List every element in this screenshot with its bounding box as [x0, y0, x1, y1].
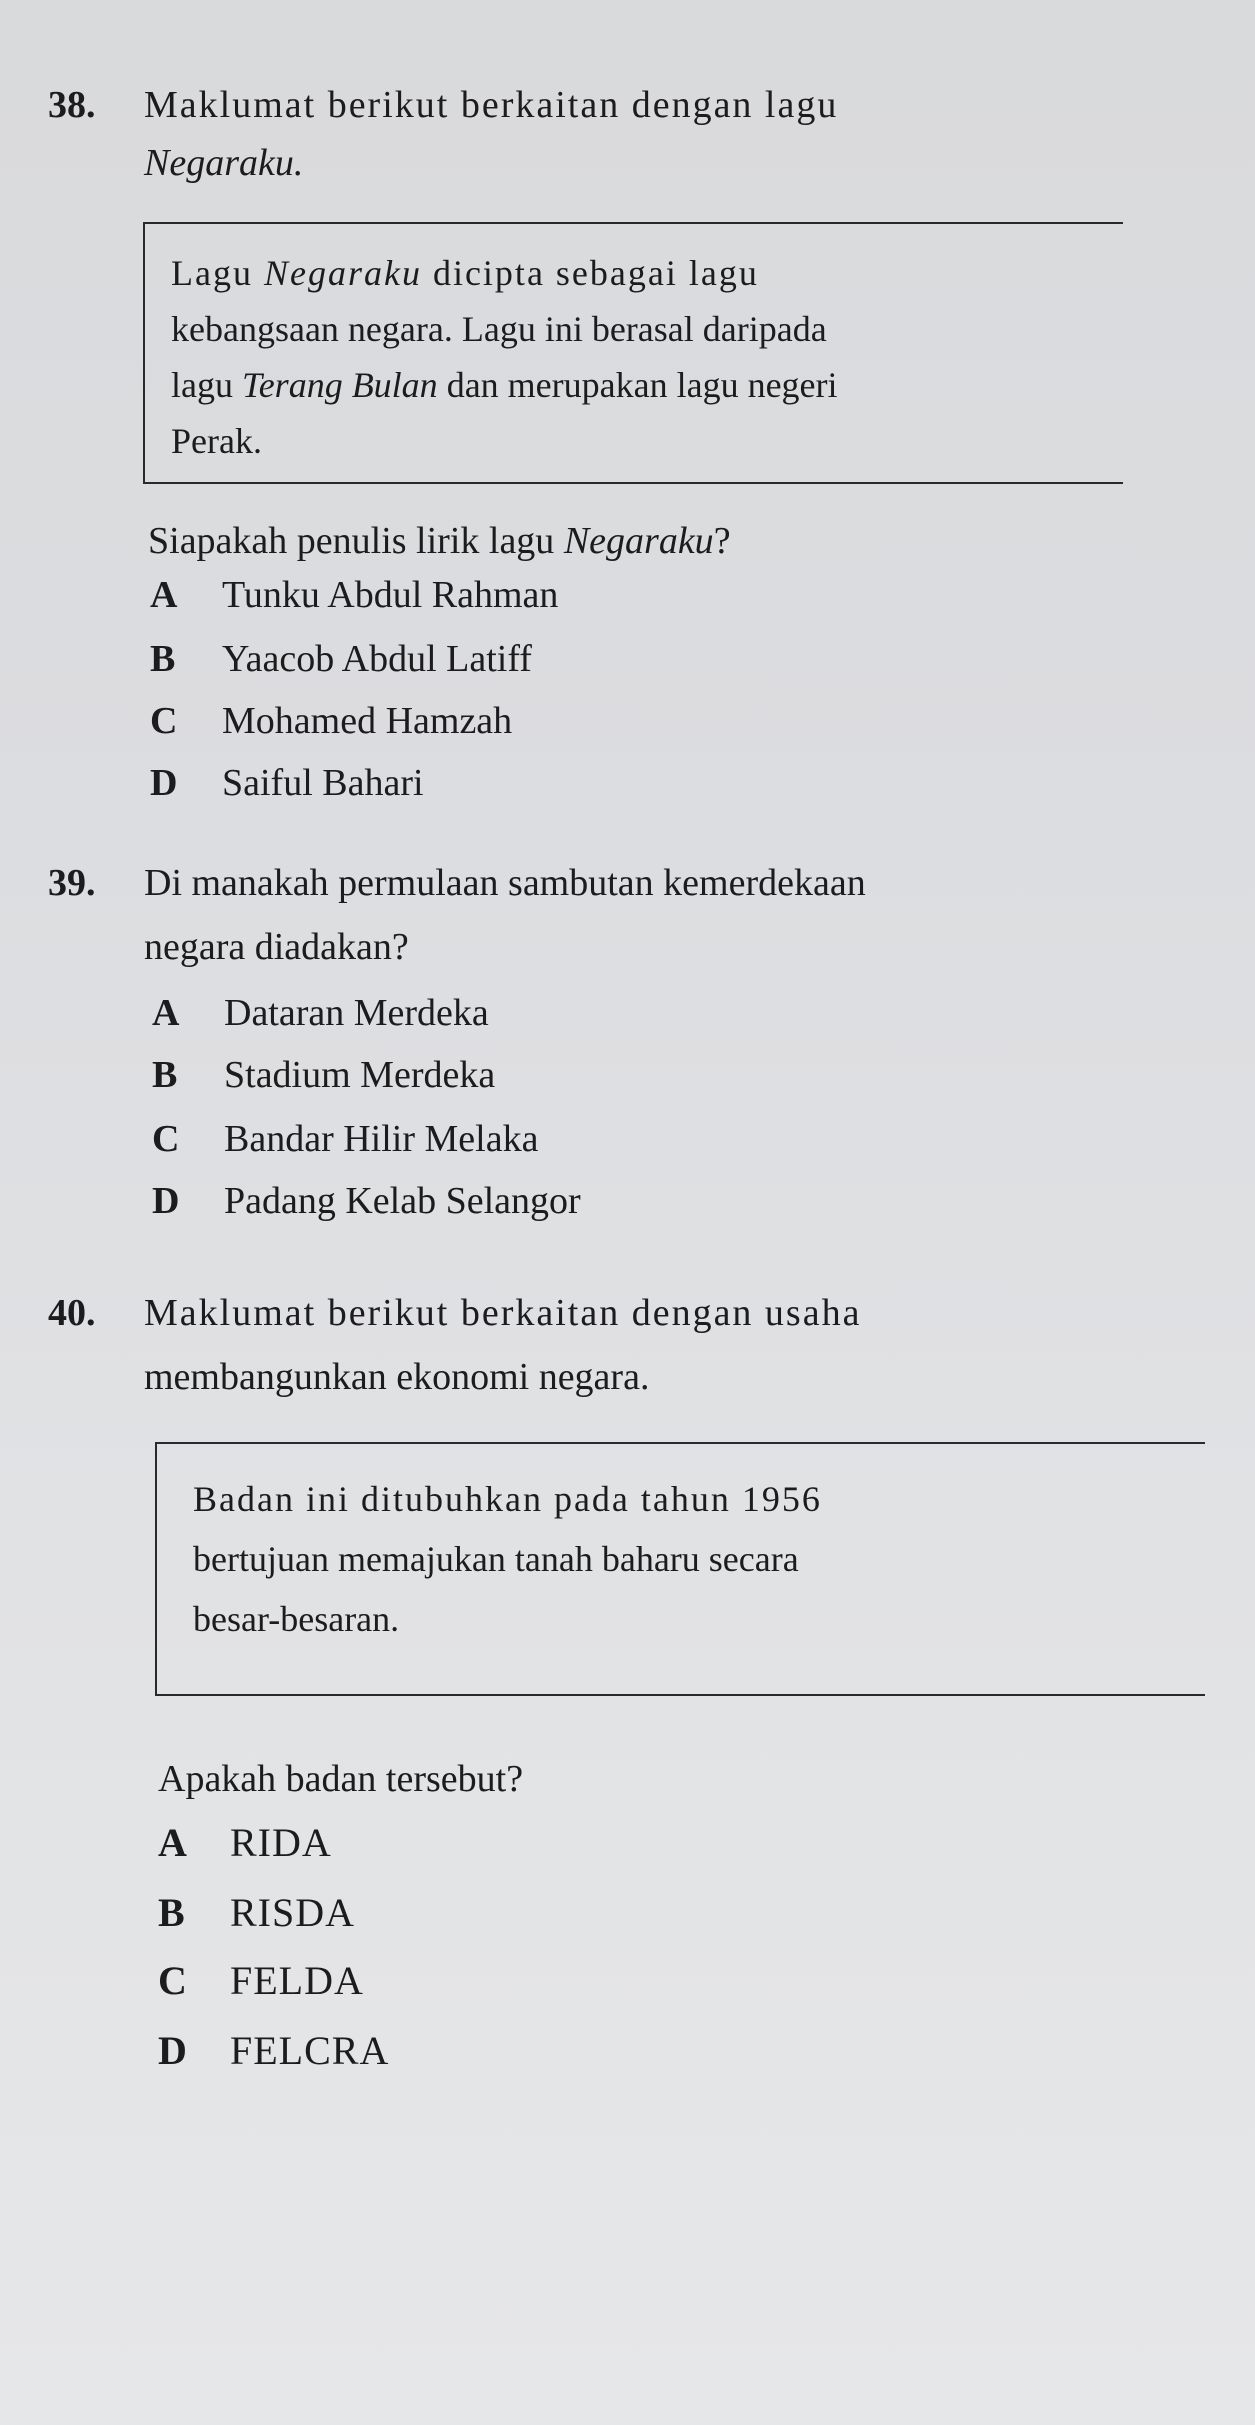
question-number: 40.	[48, 1292, 96, 1334]
option-letter: C	[150, 700, 178, 742]
option-c[interactable]	[150, 694, 512, 748]
option-b[interactable]	[150, 632, 532, 686]
option-text: Yaacob Abdul Latiff	[222, 638, 532, 680]
option-text: FELCRA	[230, 2028, 390, 2073]
option-letter: A	[152, 992, 180, 1034]
info-text: Perak.	[171, 421, 262, 461]
info-text: bertujuan memajukan tanah baharu secara	[193, 1539, 799, 1579]
info-text: Badan ini ditubuhkan pada tahun 1956	[193, 1479, 822, 1519]
option-text: Bandar Hilir Melaka	[224, 1118, 539, 1160]
option-b[interactable]	[152, 1048, 495, 1102]
question-stem: Negaraku.	[144, 142, 304, 184]
question-stem: Maklumat berikut berkaitan dengan usaha	[144, 1292, 862, 1334]
option-letter: A	[158, 1820, 188, 1865]
question-stem: negara diadakan?	[144, 926, 409, 968]
option-text: RISDA	[230, 1890, 356, 1935]
info-text: Negaraku	[263, 253, 422, 293]
option-d[interactable]	[158, 2024, 389, 2078]
info-box	[155, 1442, 1205, 1696]
question-stem: Di manakah permulaan sambutan kemerdekaan	[144, 862, 866, 904]
question-number: 39.	[48, 862, 96, 904]
info-text: dicipta sebagai lagu	[421, 253, 759, 293]
question-stem: Maklumat berikut berkaitan dengan lagu	[144, 84, 839, 126]
option-c[interactable]	[158, 1954, 364, 2008]
option-d[interactable]	[150, 756, 424, 810]
option-b[interactable]	[158, 1886, 355, 1940]
info-text: lagu	[171, 365, 242, 405]
option-text: Dataran Merdeka	[224, 992, 489, 1034]
option-letter: B	[158, 1890, 186, 1935]
option-text: Mohamed Hamzah	[222, 700, 513, 742]
option-d[interactable]	[152, 1174, 581, 1228]
option-letter: D	[152, 1180, 180, 1222]
option-letter: A	[150, 574, 178, 616]
option-a[interactable]	[152, 986, 489, 1040]
info-text: Lagu	[171, 253, 264, 293]
info-text: Terang Bulan	[241, 365, 438, 405]
option-text: Tunku Abdul Rahman	[222, 574, 559, 616]
option-letter: B	[150, 638, 176, 680]
option-letter: D	[158, 2028, 188, 2073]
option-text: Padang Kelab Selangor	[224, 1180, 581, 1222]
info-box	[143, 222, 1123, 484]
option-c[interactable]	[152, 1112, 538, 1166]
question-prompt: Apakah badan tersebut?	[158, 1758, 524, 1800]
option-text: RIDA	[230, 1820, 332, 1865]
option-text: Stadium Merdeka	[224, 1054, 496, 1096]
option-letter: C	[158, 1958, 188, 2003]
question-stem: membangunkan ekonomi negara.	[144, 1356, 650, 1398]
info-text: kebangsaan negara. Lagu ini berasal daripada	[171, 309, 827, 349]
info-text: besar-besaran.	[193, 1599, 400, 1639]
option-text: FELDA	[230, 1958, 364, 2003]
option-letter: D	[150, 762, 178, 804]
option-a[interactable]	[158, 1816, 332, 1870]
question-number: 38.	[48, 84, 96, 126]
option-text: Saiful Bahari	[222, 762, 424, 804]
question-prompt: Siapakah penulis lirik lagu Negaraku?	[148, 520, 731, 562]
info-text: dan merupakan lagu negeri	[437, 365, 838, 405]
option-letter: B	[152, 1054, 178, 1096]
option-a[interactable]	[150, 568, 558, 622]
option-letter: C	[152, 1118, 180, 1160]
